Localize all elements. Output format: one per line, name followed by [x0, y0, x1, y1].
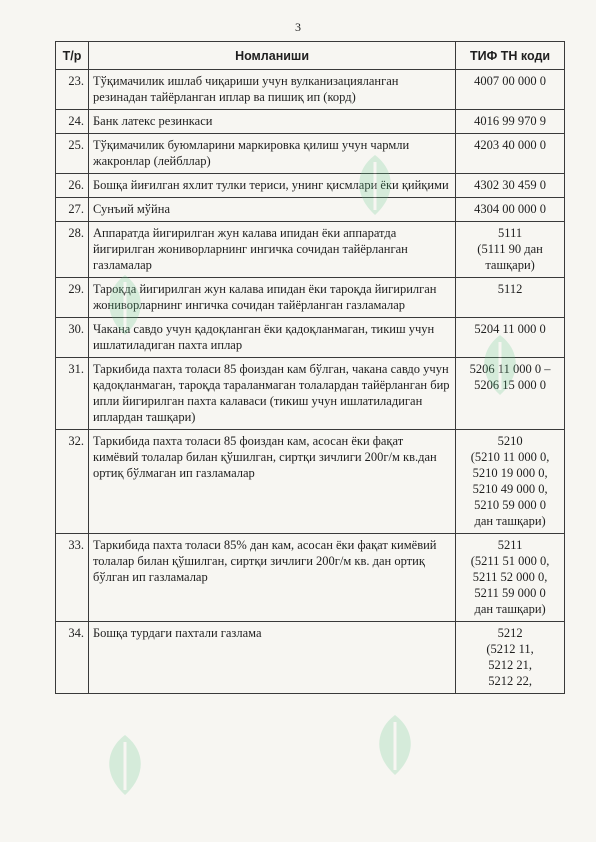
table-row [56, 622, 565, 694]
table-row [56, 430, 565, 534]
row-code [456, 110, 565, 134]
row-name: Таркибида пахта толаси 85 фоиздан кам, асосан ёки фақат кимёвий толалар билан қўшилган, сиртқи зичлиги 200г/м кв.дан ортиқ бўлмаган ип газламалар [88, 430, 455, 534]
row-code [456, 174, 565, 198]
row-code-line: (5211 51 000 0, [470, 554, 550, 568]
row-name: Таркибида пахта толаси 85 фоиздан кам бўлган, чакана савдо учун қадоқланмаган, тароқда тараланмаган толалардан тайёрланган бир ипли йигирилган пахта калаваси (тикиш учун ишлатиладиган иплардан ташқари) [88, 358, 455, 430]
row-name: Тўқимачилик буюмларини маркировка қилиш учун чармли жакронлар (лейбллар) [88, 134, 455, 174]
row-code-line: 5112 [497, 282, 523, 296]
row-number: 31. [56, 358, 89, 430]
row-code [456, 534, 565, 622]
row-code-line: 5210 19 000 0, [472, 466, 548, 480]
row-code-line: дан ташқари) [474, 514, 546, 528]
table-row [56, 222, 565, 278]
table-row [56, 318, 565, 358]
row-code-line: 5211 59 000 0 [474, 586, 546, 600]
row-code-line: 4304 00 000 0 [474, 202, 547, 216]
row-code [456, 222, 565, 278]
row-code [456, 430, 565, 534]
row-code-line: (5210 11 000 0, [470, 450, 550, 464]
page-number: 3 [295, 20, 301, 34]
row-code-line: 4007 00 000 0 [474, 74, 547, 88]
row-number: 25. [56, 134, 89, 174]
row-code [456, 134, 565, 174]
row-code-line: 5212 [497, 626, 523, 640]
row-code-line: ташқари) [485, 258, 535, 272]
row-code-line: 4016 99 970 9 [474, 114, 547, 128]
row-name: Тароқда йигирилган жун калава ипидан ёки тароқда йигирилган жониворларнинг ингичка сочидан тайёрланган газламалар [88, 278, 455, 318]
row-code [456, 358, 565, 430]
watermark-leaf-icon [365, 710, 425, 780]
row-code-line: 5211 [497, 538, 523, 552]
table-row [56, 134, 565, 174]
row-name: Банк латекс резинкаси [88, 110, 455, 134]
row-number: 33. [56, 534, 89, 622]
row-code [456, 622, 565, 694]
watermark-leaf-icon [95, 730, 155, 800]
row-number: 28. [56, 222, 89, 278]
table-row [56, 174, 565, 198]
row-code-line: 5204 11 000 0 [474, 322, 546, 336]
row-name: Сунъий мўйна [88, 198, 455, 222]
row-name: Таркибида пахта толаси 85% дан кам, асосан ёки фақат кимёвий толалар билан қўшилган, сиртқи зичлиги 200г/м кв. дан ортиқ бўлган ип газламалар [88, 534, 455, 622]
row-name: Бошқа йиғилган яхлит тулки териси, унинг қисмлари ёки қийқими [88, 174, 455, 198]
row-code-line: 5211 52 000 0, [472, 570, 548, 584]
row-code-line: дан ташқари) [474, 602, 546, 616]
header-code: ТИФ ТН коди [456, 42, 565, 70]
row-code [456, 278, 565, 318]
table-header-row [56, 42, 565, 70]
goods-table [55, 41, 565, 694]
row-code-line: 5206 15 000 0 [474, 378, 547, 392]
row-name: Бошқа турдаги пахтали газлама [88, 622, 455, 694]
table-row [56, 358, 565, 430]
row-number: 29. [56, 278, 89, 318]
row-code-line: (5111 90 дан [477, 242, 543, 256]
header-num: Т/р [56, 42, 89, 70]
row-code-line: 5111 [498, 226, 523, 240]
table-row [56, 198, 565, 222]
row-code-line: 4302 30 459 0 [474, 178, 547, 192]
row-code-line: 5210 59 000 0 [474, 498, 547, 512]
row-code [456, 198, 565, 222]
table-row [56, 70, 565, 110]
row-code-line: (5212 11, [486, 642, 534, 656]
row-number: 32. [56, 430, 89, 534]
row-name: Тўқимачилик ишлаб чиқариши учун вулканизацияланган резинадан тайёрланган иплар ва пишиқ ип (корд) [88, 70, 455, 110]
row-code-line: 5210 49 000 0, [472, 482, 548, 496]
row-code-line: 5212 21, [488, 658, 532, 672]
row-number: 24. [56, 110, 89, 134]
header-name: Номланиши [88, 42, 455, 70]
row-number: 30. [56, 318, 89, 358]
table-row [56, 534, 565, 622]
row-code [456, 318, 565, 358]
row-name: Чакана савдо учун қадоқланган ёки қадоқланмаган, тикиш учун ишлатиладиган пахта иплар [88, 318, 455, 358]
row-number: 27. [56, 198, 89, 222]
row-number: 26. [56, 174, 89, 198]
row-code-line: 5212 22, [488, 674, 532, 688]
row-number: 23. [56, 70, 89, 110]
row-code-line: 4203 40 000 0 [474, 138, 547, 152]
row-code [456, 70, 565, 110]
row-code-line: 5206 11 000 0 – [469, 362, 551, 376]
table-row [56, 278, 565, 318]
table-row [56, 110, 565, 134]
row-number: 34. [56, 622, 89, 694]
table-body [56, 70, 565, 694]
row-name: Аппаратда йигирилган жун калава ипидан ёки аппаратда йигирилган жониворларнинг ингичка сочидан тайёрланган газламалар [88, 222, 455, 278]
row-code-line: 5210 [497, 434, 523, 448]
